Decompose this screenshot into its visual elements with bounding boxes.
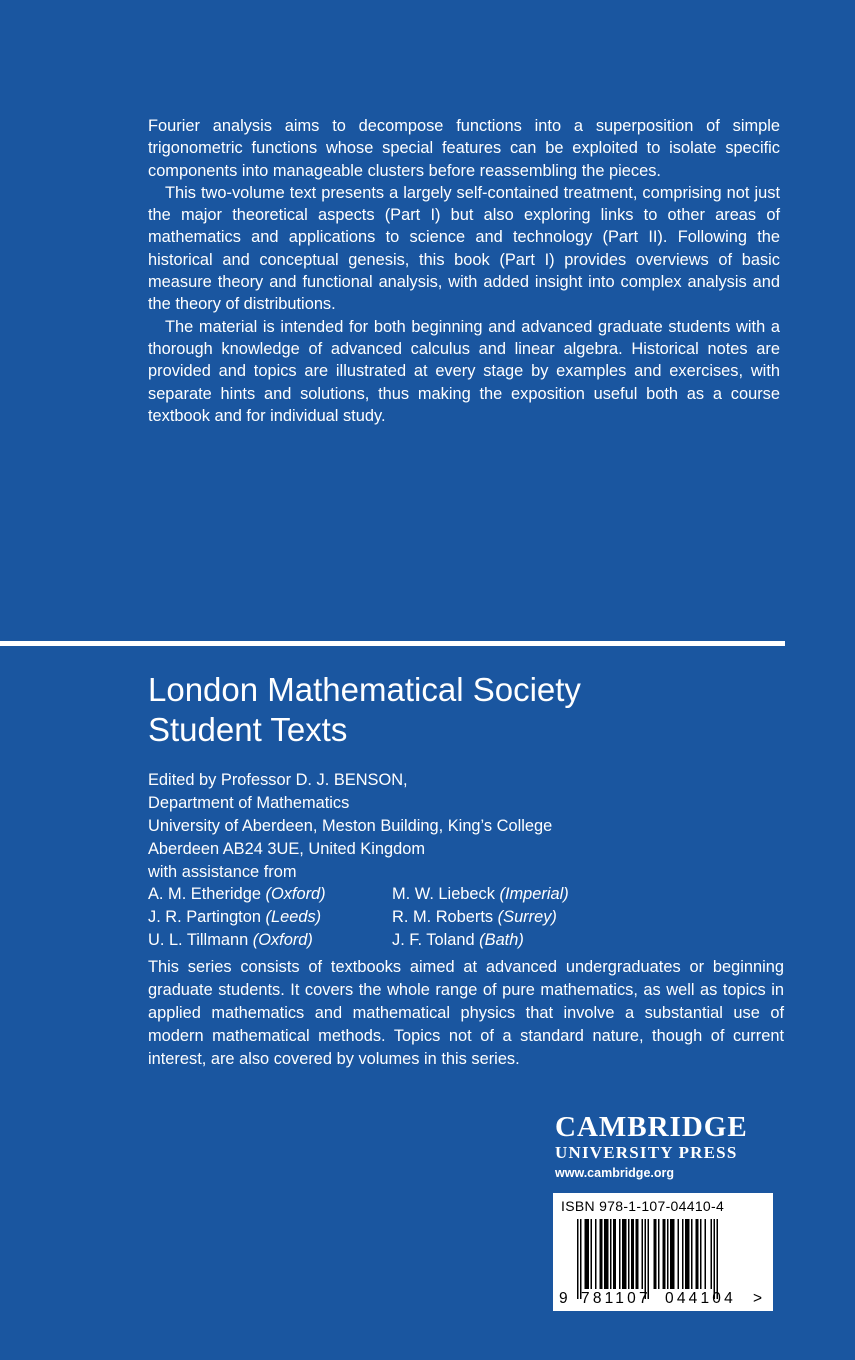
barcode-bar [577, 1219, 579, 1299]
barcode-bar [658, 1219, 660, 1289]
barcode-bar [663, 1219, 666, 1289]
barcode-bar [613, 1219, 616, 1289]
assistant-row [148, 906, 569, 929]
barcode-bar [711, 1219, 713, 1289]
barcode-bar [691, 1219, 693, 1289]
assistant-row [148, 883, 569, 906]
assistant-name: R. M. Roberts [392, 908, 494, 926]
barcode-bar [682, 1219, 684, 1289]
barcode-bar [610, 1219, 612, 1289]
barcode-bar [717, 1219, 719, 1299]
blurb-paragraph-2: This two-volume text presents a largely self-contained treatment, comprising not just the major theoretical aspects (Part I) but also exploring links to other areas of mathematics and applications to science and technology (Part II). Following the historical and conceptual genesis, this book (Part I) provides overviews of basic measure theory and functional analysis, with added insight into complex analysis and the theory of distributions. [148, 183, 780, 314]
assistant-name: J. R. Partington [148, 908, 261, 926]
editor-line: Edited by Professor D. J. BENSON, [148, 771, 408, 789]
isbn-digit-group-1: 781107 [581, 1290, 651, 1307]
assistant-entry [148, 929, 392, 952]
assistance-heading: with assistance from [148, 863, 297, 881]
series-title [148, 670, 581, 750]
assistant-row [148, 929, 569, 952]
isbn-label: ISBN 978-1-107-04410-4 [561, 1198, 725, 1214]
barcode-bar [685, 1219, 690, 1289]
publisher-press: UNIVERSITY PRESS [555, 1143, 738, 1162]
assistant-entry [392, 906, 557, 929]
divider-rule [0, 641, 785, 646]
barcode-bar [648, 1219, 650, 1299]
barcode-bar [645, 1219, 647, 1299]
barcode-bar [622, 1219, 627, 1289]
assistant-affiliation: (Leeds) [265, 908, 322, 926]
barcode-bar [642, 1219, 644, 1289]
assistant-affiliation: (Oxford) [265, 885, 326, 903]
back-cover-blurb [148, 115, 780, 427]
barcode-bar [585, 1219, 590, 1289]
series-description: This series consists of textbooks aimed at advanced undergraduates or beginning graduate students. It covers the whole range of pure mathematics, as well as topics in applied mathematics and mathematical physics that involve a substantial use of modern mathematical methods. Topics not of a standard nature, though of current interest, are also covered by volumes in this series. [148, 958, 784, 1068]
barcode-bar [696, 1219, 699, 1289]
editor-line: Department of Mathematics [148, 794, 350, 812]
barcode-bar [667, 1219, 669, 1289]
publisher-url: www.cambridge.org [555, 1166, 675, 1180]
assistant-affiliation: (Surrey) [497, 908, 557, 926]
assistant-name: A. M. Etheridge [148, 885, 261, 903]
editor-line: Aberdeen AB24 3UE, United Kingdom [148, 840, 425, 858]
barcode-bar [705, 1219, 707, 1289]
barcode-bar [628, 1219, 630, 1289]
assistant-name: J. F. Toland [392, 931, 475, 949]
barcode-bar [580, 1219, 582, 1299]
series-editor [148, 769, 552, 861]
barcode-bar [670, 1219, 675, 1289]
assistant-entry [392, 883, 569, 906]
blurb-paragraph-3: The material is intended for both beginning and advanced graduate students with a thorough knowledge of advanced calculus and linear algebra. Historical notes are provided and topics are illustrated at every stage by examples and exercises, with separate hints and solutions, thus making the exposition useful both as a course textbook and for individual study. [148, 317, 780, 425]
assistant-affiliation: (Oxford) [252, 931, 313, 949]
isbn-digit-lead: 9 [559, 1290, 568, 1307]
barcode-bar [591, 1219, 593, 1289]
barcode-bar [654, 1219, 657, 1289]
barcode-bar [714, 1219, 716, 1299]
assistant-entry [148, 883, 392, 906]
series-title-line-1: London Mathematical Society [148, 671, 581, 708]
barcode-bar [595, 1219, 597, 1289]
assistant-name: M. W. Liebeck [392, 885, 495, 903]
barcode-bar [636, 1219, 639, 1289]
assistant-entry [392, 929, 524, 952]
assistant-entry [148, 906, 392, 929]
assistant-name: U. L. Tillmann [148, 931, 249, 949]
publisher-logo [555, 1112, 773, 1182]
barcode-bar [631, 1219, 634, 1289]
isbn-digit-group-2: 044104 [665, 1290, 736, 1307]
editor-line: University of Aberdeen, Meston Building, King’s College [148, 817, 553, 835]
barcode-bar [678, 1219, 680, 1289]
barcode-bar [604, 1219, 609, 1289]
barcode-bar [619, 1219, 621, 1289]
assistant-editors [148, 883, 569, 952]
assistant-affiliation: (Imperial) [499, 885, 569, 903]
publisher-name: CAMBRIDGE [555, 1111, 748, 1143]
assistant-affiliation: (Bath) [479, 931, 524, 949]
barcode-bar [600, 1219, 603, 1289]
isbn-digit-end: > [753, 1290, 763, 1307]
series-title-line-2: Student Texts [148, 711, 348, 748]
blurb-paragraph-1: Fourier analysis aims to decompose functions into a superposition of simple trigonometric functions whose special features can be exploited to isolate specific components into manageable clusters before reassembling the pieces. [148, 117, 780, 180]
barcode-bar [700, 1219, 702, 1289]
isbn-barcode-box [553, 1193, 773, 1311]
